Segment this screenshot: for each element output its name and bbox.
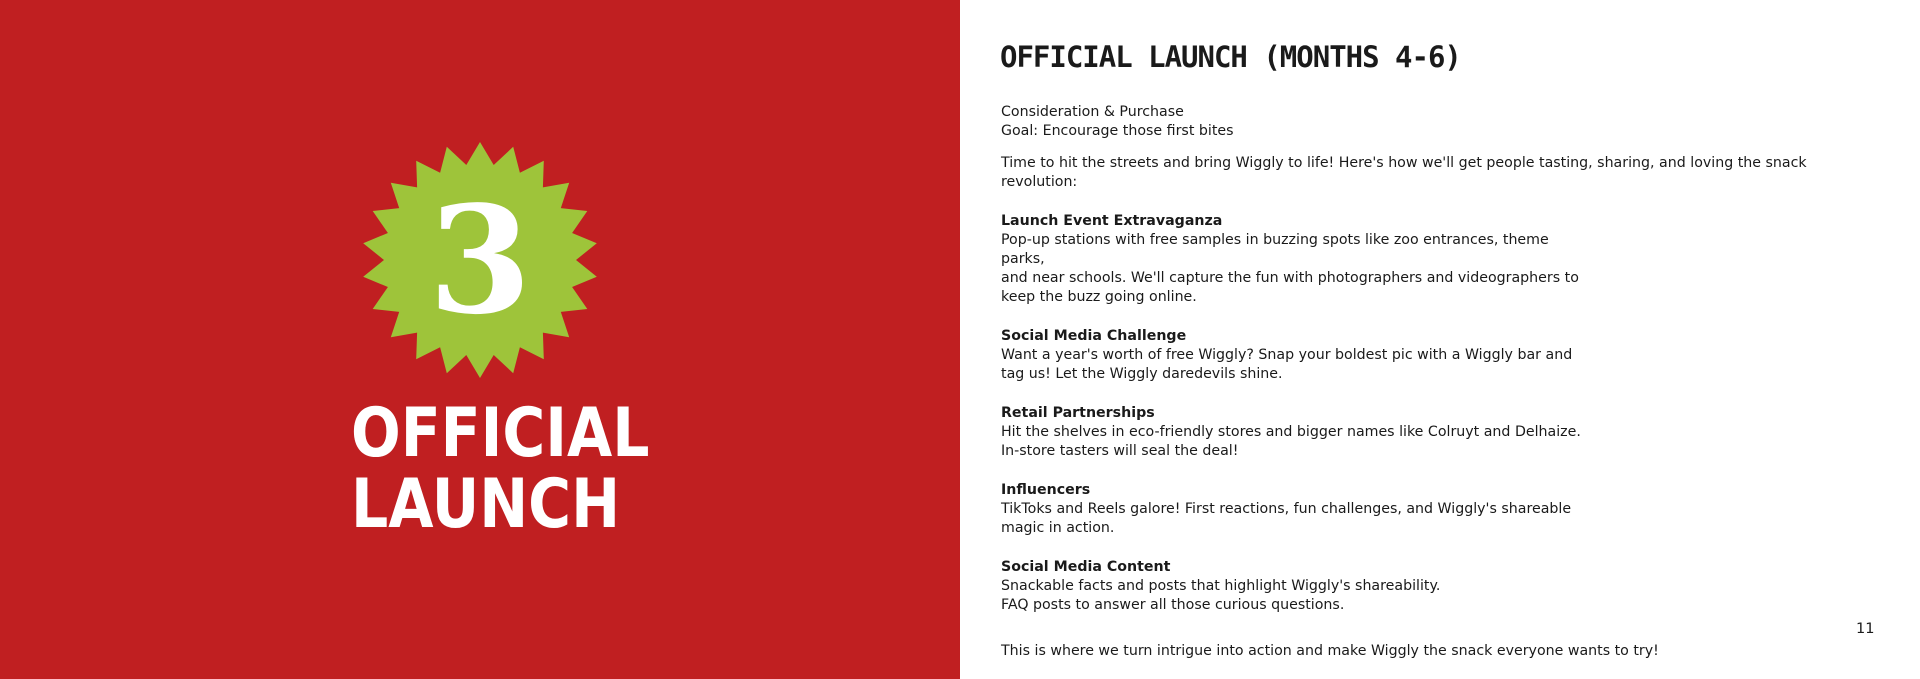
cover-title-line-2: LAUNCH: [351, 465, 621, 544]
step-number: 3: [428, 173, 532, 347]
section-line: Hit the shelves in eco-friendly stores and bigger names like Colruyt and Delhaize.: [1001, 424, 1581, 440]
stage-label: Consideration & Purchase: [1001, 104, 1184, 120]
intro-paragraph: Time to hit the streets and bring Wiggly to life! Here's how we'll get people tasting, sharing, and loving the snack revolution:: [1001, 155, 1807, 190]
section-influencers: [1001, 481, 1581, 538]
cover-title: [330, 394, 650, 544]
section-social-challenge: [1001, 327, 1581, 384]
section-line: Snackable facts and posts that highlight Wiggly's shareability.: [1001, 578, 1441, 594]
page-title: OFFICIAL LAUNCH (MONTHS 4-6): [1000, 40, 1461, 74]
section-line: tag us! Let the Wiggly daredevils shine.: [1001, 366, 1283, 382]
section-social-content: [1001, 558, 1581, 615]
cover-title-line-1: OFFICIAL: [351, 394, 650, 473]
section-line: keep the buzz going online.: [1001, 289, 1197, 305]
section-line: TikToks and Reels galore! First reactions, fun challenges, and Wiggly's shareable: [1001, 501, 1572, 517]
section-title: Retail Partnerships: [1001, 405, 1155, 421]
page-content: [1001, 103, 1861, 661]
section-line: Pop-up stations with free samples in buzzing spots like zoo entrances, theme parks,: [1001, 232, 1549, 267]
section-line: and near schools. We'll capture the fun with photographers and videographers to: [1001, 270, 1579, 286]
section-title: Social Media Challenge: [1001, 328, 1187, 344]
section-line: In-store tasters will seal the deal!: [1001, 443, 1239, 459]
section-launch-event: [1001, 212, 1581, 307]
page-number: 11: [1856, 621, 1875, 637]
section-line: magic in action.: [1001, 520, 1115, 536]
section-title: Social Media Content: [1001, 559, 1171, 575]
section-title: Launch Event Extravaganza: [1001, 213, 1223, 229]
goal-label: Goal: Encourage those first bites: [1001, 123, 1234, 139]
section-line: FAQ posts to answer all those curious questions.: [1001, 597, 1345, 613]
section-title: Influencers: [1001, 482, 1091, 498]
step-badge: [360, 140, 600, 380]
closing-paragraph: This is where we turn intrigue into action and make Wiggly the snack everyone wants to try!: [1001, 643, 1659, 659]
section-retail-partnerships: [1001, 404, 1581, 461]
section-line: Want a year's worth of free Wiggly? Snap your boldest pic with a Wiggly bar and: [1001, 347, 1573, 363]
